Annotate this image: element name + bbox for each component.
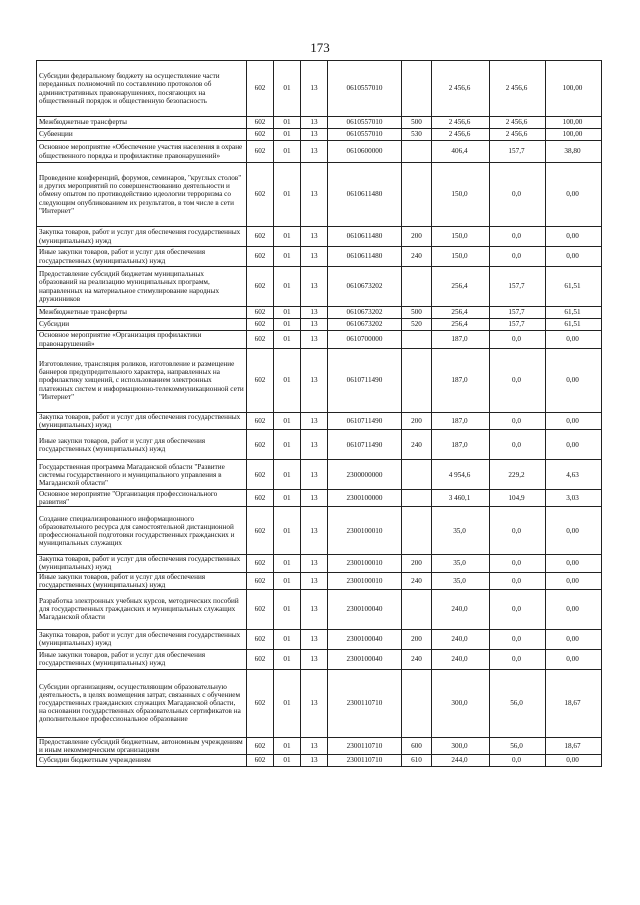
row-description: Иные закупки товаров, работ и услуг для обеспечения государственных (муниципальных) нужд bbox=[37, 572, 247, 589]
row-subsection-code: 13 bbox=[301, 307, 328, 319]
row-expense-type bbox=[402, 141, 432, 163]
row-expense-type: 240 bbox=[402, 572, 432, 589]
table-row bbox=[37, 129, 602, 141]
row-description: Субсидии бюджетным учреждениям bbox=[37, 754, 247, 766]
row-section-code: 01 bbox=[274, 737, 301, 754]
row-actual-amount: 0,0 bbox=[490, 349, 546, 413]
row-actual-amount: 0,0 bbox=[490, 589, 546, 629]
row-actual-amount: 0,0 bbox=[490, 555, 546, 572]
row-actual-amount: 104,9 bbox=[490, 490, 546, 507]
row-section-code: 01 bbox=[274, 413, 301, 430]
row-section-code: 01 bbox=[274, 117, 301, 129]
row-description: Закупка товаров, работ и услуг для обеспечения государственных (муниципальных) нужд bbox=[37, 555, 247, 572]
row-subsection-code: 13 bbox=[301, 460, 328, 490]
row-expense-type: 200 bbox=[402, 413, 432, 430]
row-expense-type: 240 bbox=[402, 649, 432, 669]
table-row bbox=[37, 629, 602, 649]
row-planned-amount: 3 460,1 bbox=[432, 490, 490, 507]
row-subsection-code: 13 bbox=[301, 227, 328, 247]
row-subsection-code: 13 bbox=[301, 141, 328, 163]
row-description: Иные закупки товаров, работ и услуг для обеспечения государственных (муниципальных) нужд bbox=[37, 649, 247, 669]
row-ved-code: 602 bbox=[247, 460, 274, 490]
row-subsection-code: 13 bbox=[301, 349, 328, 413]
table-row bbox=[37, 61, 602, 117]
row-percent: 61,51 bbox=[546, 267, 602, 307]
table-row bbox=[37, 413, 602, 430]
row-subsection-code: 13 bbox=[301, 737, 328, 754]
row-section-code: 01 bbox=[274, 589, 301, 629]
row-actual-amount: 229,2 bbox=[490, 460, 546, 490]
row-ved-code: 602 bbox=[247, 572, 274, 589]
row-target-code: 0610611480 bbox=[328, 227, 402, 247]
row-percent: 0,00 bbox=[546, 589, 602, 629]
row-description: Межбюджетные трансферты bbox=[37, 117, 247, 129]
row-target-code: 2300100040 bbox=[328, 649, 402, 669]
row-subsection-code: 13 bbox=[301, 490, 328, 507]
row-target-code: 0610557010 bbox=[328, 117, 402, 129]
row-description: Иные закупки товаров, работ и услуг для обеспечения государственных (муниципальных) нужд bbox=[37, 430, 247, 460]
row-expense-type: 200 bbox=[402, 555, 432, 572]
row-ved-code: 602 bbox=[247, 163, 274, 227]
row-percent: 0,00 bbox=[546, 349, 602, 413]
table-row bbox=[37, 349, 602, 413]
table-row bbox=[37, 117, 602, 129]
row-target-code: 0610611480 bbox=[328, 247, 402, 267]
row-actual-amount: 56,0 bbox=[490, 669, 546, 737]
row-description: Иные закупки товаров, работ и услуг для обеспечения государственных (муниципальных) нужд bbox=[37, 247, 247, 267]
row-target-code: 0610711490 bbox=[328, 430, 402, 460]
row-target-code: 2300110710 bbox=[328, 754, 402, 766]
row-description: Предоставление субсидий бюджетам муниципальных образований на реализацию муниципальных программ, направленных на материальное стимулирование народных дружинников bbox=[37, 267, 247, 307]
row-actual-amount: 0,0 bbox=[490, 754, 546, 766]
row-subsection-code: 13 bbox=[301, 649, 328, 669]
row-expense-type: 600 bbox=[402, 737, 432, 754]
row-percent: 61,51 bbox=[546, 307, 602, 319]
row-percent: 100,00 bbox=[546, 129, 602, 141]
row-section-code: 01 bbox=[274, 490, 301, 507]
row-actual-amount: 0,0 bbox=[490, 629, 546, 649]
row-section-code: 01 bbox=[274, 507, 301, 555]
row-expense-type: 200 bbox=[402, 629, 432, 649]
row-ved-code: 602 bbox=[247, 629, 274, 649]
table-row bbox=[37, 754, 602, 766]
row-section-code: 01 bbox=[274, 555, 301, 572]
row-target-code: 2300110710 bbox=[328, 669, 402, 737]
row-percent: 38,80 bbox=[546, 141, 602, 163]
row-expense-type bbox=[402, 460, 432, 490]
row-subsection-code: 13 bbox=[301, 507, 328, 555]
row-planned-amount: 150,0 bbox=[432, 227, 490, 247]
table-row bbox=[37, 572, 602, 589]
row-expense-type: 610 bbox=[402, 754, 432, 766]
row-ved-code: 602 bbox=[247, 331, 274, 349]
row-expense-type bbox=[402, 669, 432, 737]
row-ved-code: 602 bbox=[247, 117, 274, 129]
table-row bbox=[37, 649, 602, 669]
row-actual-amount: 0,0 bbox=[490, 572, 546, 589]
row-subsection-code: 13 bbox=[301, 669, 328, 737]
row-subsection-code: 13 bbox=[301, 413, 328, 430]
table-row bbox=[37, 227, 602, 247]
row-subsection-code: 13 bbox=[301, 247, 328, 267]
row-actual-amount: 157,7 bbox=[490, 141, 546, 163]
row-actual-amount: 0,0 bbox=[490, 413, 546, 430]
row-actual-amount: 2 456,6 bbox=[490, 129, 546, 141]
row-target-code: 0610711490 bbox=[328, 349, 402, 413]
row-description: Разработка электронных учебных курсов, методических пособий для государственных гражданских и муниципальных служащих Магаданской области bbox=[37, 589, 247, 629]
row-percent: 0,00 bbox=[546, 163, 602, 227]
row-expense-type bbox=[402, 61, 432, 117]
row-ved-code: 602 bbox=[247, 507, 274, 555]
row-description: Закупка товаров, работ и услуг для обеспечения государственных (муниципальных) нужд bbox=[37, 629, 247, 649]
row-planned-amount: 300,0 bbox=[432, 669, 490, 737]
row-target-code: 2300100040 bbox=[328, 589, 402, 629]
row-expense-type: 240 bbox=[402, 430, 432, 460]
row-subsection-code: 13 bbox=[301, 267, 328, 307]
row-ved-code: 602 bbox=[247, 61, 274, 117]
row-section-code: 01 bbox=[274, 307, 301, 319]
row-planned-amount: 406,4 bbox=[432, 141, 490, 163]
row-percent: 0,00 bbox=[546, 331, 602, 349]
row-planned-amount: 187,0 bbox=[432, 331, 490, 349]
row-target-code: 0610600000 bbox=[328, 141, 402, 163]
row-percent: 3,03 bbox=[546, 490, 602, 507]
row-subsection-code: 13 bbox=[301, 319, 328, 331]
row-expense-type: 240 bbox=[402, 247, 432, 267]
row-planned-amount: 187,0 bbox=[432, 413, 490, 430]
row-ved-code: 602 bbox=[247, 430, 274, 460]
page-number: 173 bbox=[310, 40, 330, 55]
row-actual-amount: 0,0 bbox=[490, 507, 546, 555]
row-percent: 18,67 bbox=[546, 669, 602, 737]
row-planned-amount: 256,4 bbox=[432, 307, 490, 319]
row-description: Государственная программа Магаданской области "Развитие системы государственного и муниципального управления в Магаданской области" bbox=[37, 460, 247, 490]
row-expense-type bbox=[402, 331, 432, 349]
table-row bbox=[37, 669, 602, 737]
row-percent: 0,00 bbox=[546, 572, 602, 589]
row-description: Закупка товаров, работ и услуг для обеспечения государственных (муниципальных) нужд bbox=[37, 413, 247, 430]
row-subsection-code: 13 bbox=[301, 129, 328, 141]
row-subsection-code: 13 bbox=[301, 117, 328, 129]
row-section-code: 01 bbox=[274, 572, 301, 589]
row-section-code: 01 bbox=[274, 349, 301, 413]
row-target-code: 0610711490 bbox=[328, 413, 402, 430]
row-description: Субсидии организациям, осуществляющим образовательную деятельность, в целях возмещения затрат, связанных с обучением государственных гражданских служащих Магаданской области, на основании государственных образовательных сертификатов на дополнительное профессиональное образование bbox=[37, 669, 247, 737]
row-ved-code: 602 bbox=[247, 307, 274, 319]
row-subsection-code: 13 bbox=[301, 629, 328, 649]
row-ved-code: 602 bbox=[247, 349, 274, 413]
row-section-code: 01 bbox=[274, 61, 301, 117]
row-ved-code: 602 bbox=[247, 754, 274, 766]
row-section-code: 01 bbox=[274, 629, 301, 649]
row-subsection-code: 13 bbox=[301, 331, 328, 349]
row-subsection-code: 13 bbox=[301, 163, 328, 227]
row-ved-code: 602 bbox=[247, 319, 274, 331]
row-ved-code: 602 bbox=[247, 737, 274, 754]
row-section-code: 01 bbox=[274, 129, 301, 141]
row-target-code: 2300100010 bbox=[328, 572, 402, 589]
row-expense-type bbox=[402, 490, 432, 507]
row-percent: 18,67 bbox=[546, 737, 602, 754]
row-planned-amount: 35,0 bbox=[432, 507, 490, 555]
row-actual-amount: 2 456,6 bbox=[490, 117, 546, 129]
row-section-code: 01 bbox=[274, 460, 301, 490]
row-actual-amount: 157,7 bbox=[490, 319, 546, 331]
row-subsection-code: 13 bbox=[301, 589, 328, 629]
row-actual-amount: 0,0 bbox=[490, 163, 546, 227]
row-ved-code: 602 bbox=[247, 267, 274, 307]
row-planned-amount: 240,0 bbox=[432, 589, 490, 629]
row-expense-type: 500 bbox=[402, 307, 432, 319]
row-planned-amount: 35,0 bbox=[432, 555, 490, 572]
row-percent: 0,00 bbox=[546, 413, 602, 430]
table-row bbox=[37, 589, 602, 629]
row-planned-amount: 300,0 bbox=[432, 737, 490, 754]
row-ved-code: 602 bbox=[247, 413, 274, 430]
row-section-code: 01 bbox=[274, 669, 301, 737]
row-percent: 0,00 bbox=[546, 227, 602, 247]
row-description: Основное мероприятие «Организация профилактики правонарушений» bbox=[37, 331, 247, 349]
row-section-code: 01 bbox=[274, 331, 301, 349]
row-planned-amount: 256,4 bbox=[432, 267, 490, 307]
row-description: Предоставление субсидий бюджетным, автономным учреждениям и иным некоммерческим организациям bbox=[37, 737, 247, 754]
row-target-code: 0610700000 bbox=[328, 331, 402, 349]
row-percent: 4,63 bbox=[546, 460, 602, 490]
row-expense-type bbox=[402, 507, 432, 555]
row-target-code: 0610557010 bbox=[328, 129, 402, 141]
row-actual-amount: 2 456,6 bbox=[490, 61, 546, 117]
row-percent: 0,00 bbox=[546, 649, 602, 669]
row-expense-type: 500 bbox=[402, 117, 432, 129]
table-row bbox=[37, 555, 602, 572]
row-planned-amount: 244,0 bbox=[432, 754, 490, 766]
row-planned-amount: 187,0 bbox=[432, 430, 490, 460]
row-section-code: 01 bbox=[274, 649, 301, 669]
row-expense-type: 200 bbox=[402, 227, 432, 247]
row-expense-type: 520 bbox=[402, 319, 432, 331]
row-target-code: 2300100000 bbox=[328, 490, 402, 507]
row-description: Основное мероприятие «Обеспечение участия населения в охране общественного порядка и профилактике правонарушений» bbox=[37, 141, 247, 163]
table-row bbox=[37, 331, 602, 349]
row-target-code: 0610673202 bbox=[328, 307, 402, 319]
row-ved-code: 602 bbox=[247, 669, 274, 737]
row-section-code: 01 bbox=[274, 141, 301, 163]
row-percent: 0,00 bbox=[546, 430, 602, 460]
row-percent: 100,00 bbox=[546, 117, 602, 129]
row-ved-code: 602 bbox=[247, 227, 274, 247]
row-description: Субвенции bbox=[37, 129, 247, 141]
row-actual-amount: 0,0 bbox=[490, 247, 546, 267]
row-planned-amount: 150,0 bbox=[432, 247, 490, 267]
table-row bbox=[37, 141, 602, 163]
row-ved-code: 602 bbox=[247, 555, 274, 572]
row-description: Субсидии федеральному бюджету на осуществление части переданных полномочий по составлению протоколов об административных правонарушениях, посягающих на общественный порядок и общественную безопасность bbox=[37, 61, 247, 117]
row-planned-amount: 2 456,6 bbox=[432, 117, 490, 129]
row-ved-code: 602 bbox=[247, 589, 274, 629]
row-planned-amount: 150,0 bbox=[432, 163, 490, 227]
row-percent: 0,00 bbox=[546, 754, 602, 766]
table-row bbox=[37, 163, 602, 227]
row-description: Субсидии bbox=[37, 319, 247, 331]
table-row bbox=[37, 507, 602, 555]
row-percent: 61,51 bbox=[546, 319, 602, 331]
row-target-code: 0610673202 bbox=[328, 319, 402, 331]
row-ved-code: 602 bbox=[247, 129, 274, 141]
row-planned-amount: 187,0 bbox=[432, 349, 490, 413]
row-actual-amount: 157,7 bbox=[490, 267, 546, 307]
row-description: Межбюджетные трансферты bbox=[37, 307, 247, 319]
table-row bbox=[37, 430, 602, 460]
budget-table bbox=[36, 60, 602, 767]
row-section-code: 01 bbox=[274, 267, 301, 307]
row-description: Проведение конференций, форумов, семинаров, "круглых столов" и других мероприятий по совершенствованию деятельности и обмену опытом по противодействию идеологии терроризма со следующим опубликованием их результатов, в том числе в сети "Интернет" bbox=[37, 163, 247, 227]
row-planned-amount: 2 456,6 bbox=[432, 129, 490, 141]
row-subsection-code: 13 bbox=[301, 555, 328, 572]
row-ved-code: 602 bbox=[247, 247, 274, 267]
table-row bbox=[37, 460, 602, 490]
row-target-code: 2300100040 bbox=[328, 629, 402, 649]
row-ved-code: 602 bbox=[247, 649, 274, 669]
row-planned-amount: 4 954,6 bbox=[432, 460, 490, 490]
row-description: Создание специализированного информационного образовательного ресурса для самостоятельной дистанционной профессиональной подготовки государственных гражданских и муниципальных служащих bbox=[37, 507, 247, 555]
row-expense-type bbox=[402, 163, 432, 227]
row-subsection-code: 13 bbox=[301, 61, 328, 117]
row-target-code: 2300100010 bbox=[328, 507, 402, 555]
row-expense-type bbox=[402, 267, 432, 307]
row-description: Изготовление, трансляция роликов, изготовление и размещение баннеров предупредительного характера, направленных на профилактику хищений, с использованием электронных платежных систем и информационно-телекоммуникационной сети "Интернет" bbox=[37, 349, 247, 413]
row-percent: 0,00 bbox=[546, 507, 602, 555]
row-section-code: 01 bbox=[274, 754, 301, 766]
row-percent: 0,00 bbox=[546, 629, 602, 649]
row-section-code: 01 bbox=[274, 247, 301, 267]
row-actual-amount: 157,7 bbox=[490, 307, 546, 319]
table-row bbox=[37, 307, 602, 319]
table-row bbox=[37, 319, 602, 331]
row-ved-code: 602 bbox=[247, 141, 274, 163]
row-section-code: 01 bbox=[274, 163, 301, 227]
row-target-code: 0610557010 bbox=[328, 61, 402, 117]
row-target-code: 0610673202 bbox=[328, 267, 402, 307]
row-subsection-code: 13 bbox=[301, 572, 328, 589]
row-planned-amount: 256,4 bbox=[432, 319, 490, 331]
row-planned-amount: 35,0 bbox=[432, 572, 490, 589]
row-description: Основное мероприятие "Организация профессионального развития" bbox=[37, 490, 247, 507]
row-expense-type bbox=[402, 349, 432, 413]
row-percent: 100,00 bbox=[546, 61, 602, 117]
row-actual-amount: 56,0 bbox=[490, 737, 546, 754]
row-subsection-code: 13 bbox=[301, 430, 328, 460]
row-actual-amount: 0,0 bbox=[490, 649, 546, 669]
row-planned-amount: 2 456,6 bbox=[432, 61, 490, 117]
row-section-code: 01 bbox=[274, 227, 301, 247]
row-expense-type: 530 bbox=[402, 129, 432, 141]
row-planned-amount: 240,0 bbox=[432, 649, 490, 669]
row-target-code: 2300000000 bbox=[328, 460, 402, 490]
row-description: Закупка товаров, работ и услуг для обеспечения государственных (муниципальных) нужд bbox=[37, 227, 247, 247]
table-row bbox=[37, 490, 602, 507]
row-percent: 0,00 bbox=[546, 555, 602, 572]
row-actual-amount: 0,0 bbox=[490, 227, 546, 247]
table-row bbox=[37, 247, 602, 267]
row-planned-amount: 240,0 bbox=[432, 629, 490, 649]
row-expense-type bbox=[402, 589, 432, 629]
row-actual-amount: 0,0 bbox=[490, 331, 546, 349]
row-percent: 0,00 bbox=[546, 247, 602, 267]
row-actual-amount: 0,0 bbox=[490, 430, 546, 460]
table-row bbox=[37, 267, 602, 307]
row-target-code: 0610611480 bbox=[328, 163, 402, 227]
row-ved-code: 602 bbox=[247, 490, 274, 507]
row-section-code: 01 bbox=[274, 430, 301, 460]
row-target-code: 2300110710 bbox=[328, 737, 402, 754]
row-section-code: 01 bbox=[274, 319, 301, 331]
row-subsection-code: 13 bbox=[301, 754, 328, 766]
row-target-code: 2300100010 bbox=[328, 555, 402, 572]
table-row bbox=[37, 737, 602, 754]
